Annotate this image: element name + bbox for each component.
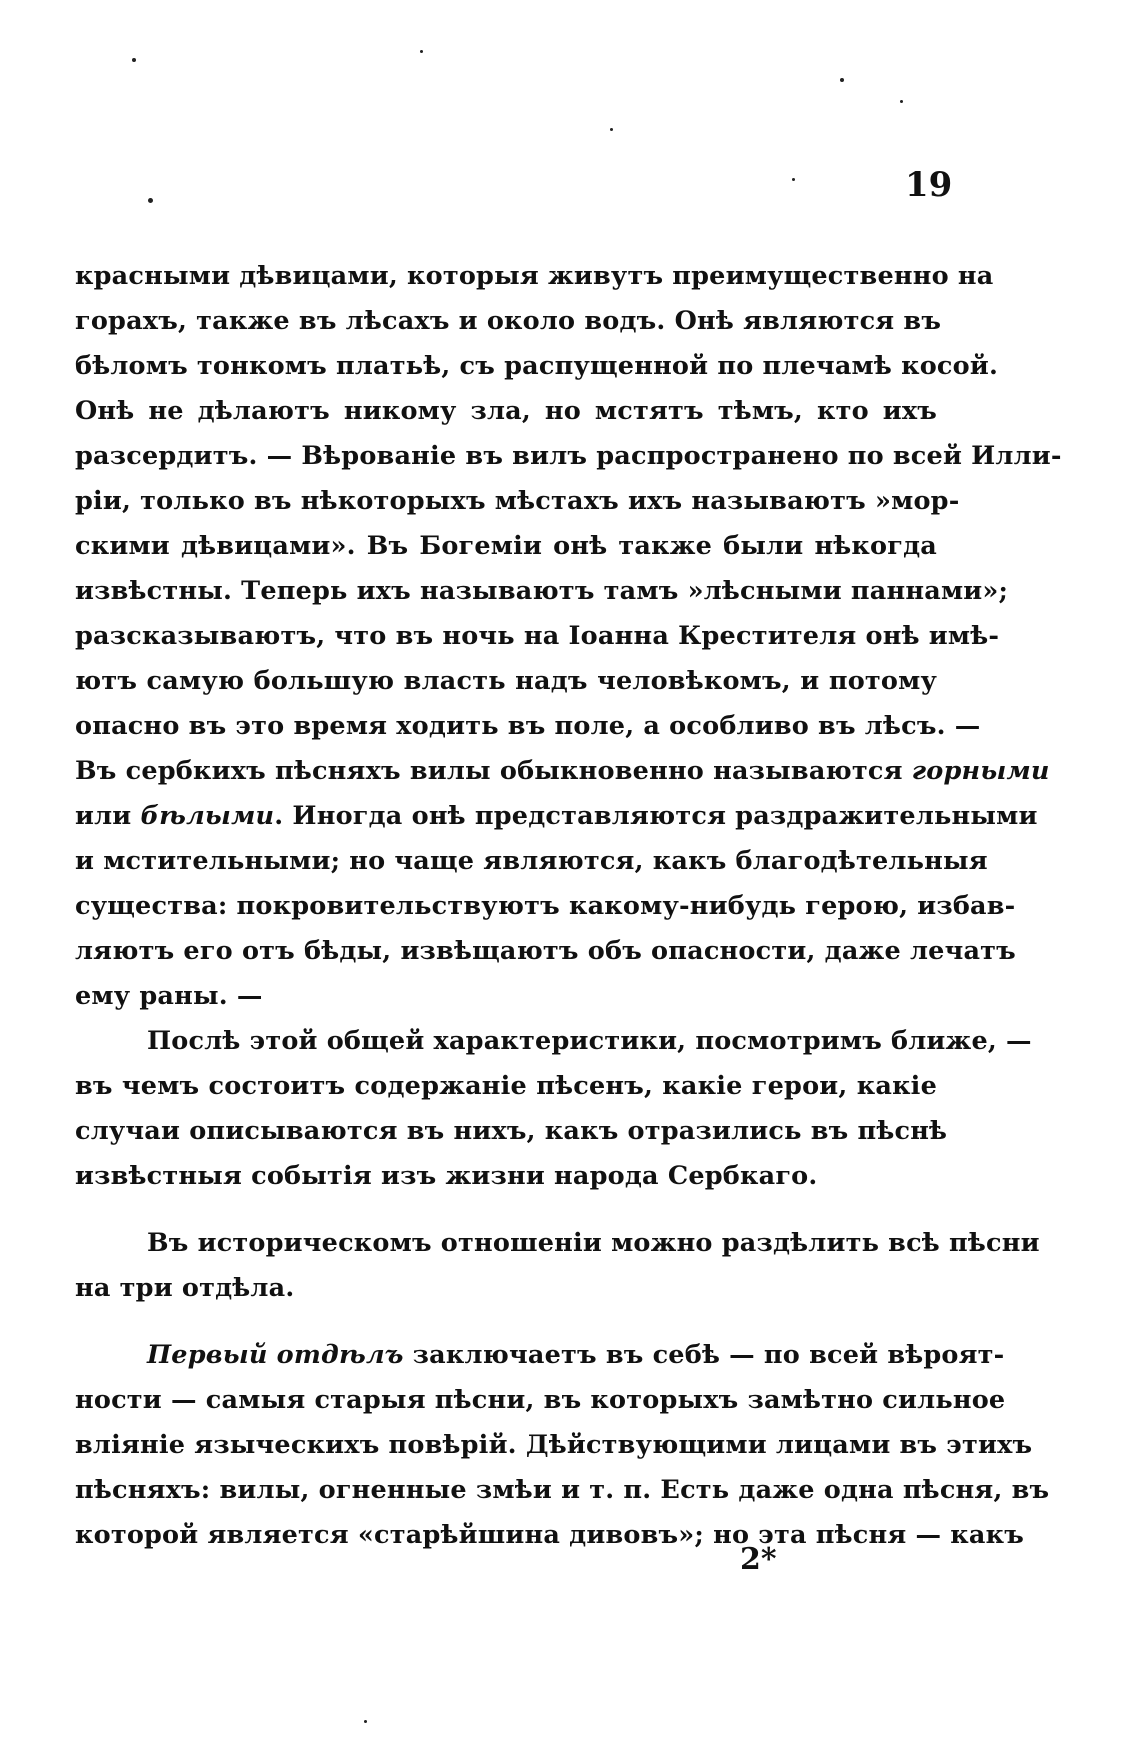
- text-line: [75, 749, 1050, 794]
- text-line: [75, 794, 1038, 839]
- text-line: существа: покровительствуютъ какому-нибудь герою, избав-: [75, 891, 1016, 921]
- text-line: и мстительными; но чаще являются, какъ благодѣтельныя: [75, 846, 988, 876]
- text-line: вліяніе языческихъ повѣрій. Дѣйствующими лицами въ этихъ: [75, 1430, 1033, 1460]
- page-number: 19: [905, 165, 953, 205]
- body-text: [75, 254, 1062, 1558]
- emphasis-text: бѣлыми: [140, 801, 275, 831]
- scan-speck: [420, 50, 423, 53]
- text-line: на три отдѣла.: [75, 1273, 295, 1303]
- text-line: [75, 1333, 1005, 1378]
- text-line: ему раны. —: [75, 981, 263, 1011]
- text-line: извѣстны. Теперь ихъ называютъ тамъ »лѣсными паннами»;: [75, 576, 1009, 606]
- text-line: ности — самыя старыя пѣсни, въ которыхъ замѣтно сильное: [75, 1385, 1006, 1415]
- text-line: горахъ, также въ лѣсахъ и около водъ. Онѣ являются въ: [75, 306, 942, 336]
- text-line: Послѣ этой общей характеристики, посмотримъ ближе, —: [147, 1026, 1032, 1056]
- text-segment: или: [75, 801, 141, 831]
- scan-speck: [840, 78, 844, 82]
- signature-mark: 2*: [740, 1542, 777, 1577]
- text-line: разсердитъ. — Вѣрованіе въ вилъ распространено по всей Илли-: [75, 441, 1062, 471]
- text-line: пѣсняхъ: вилы, огненные змѣи и т. п. Есть даже одна пѣсня, въ: [75, 1475, 1050, 1505]
- scan-speck: [792, 178, 795, 181]
- scan-speck: [900, 100, 903, 103]
- text-line: извѣстныя событія изъ жизни народа Сербкаго.: [75, 1161, 818, 1191]
- text-line: случаи описываются въ нихъ, какъ отразились въ пѣснѣ: [75, 1116, 948, 1146]
- text-segment: заключаетъ въ себѣ — по всей вѣроят-: [403, 1340, 1005, 1370]
- scan-speck: [132, 58, 136, 62]
- scan-speck: [148, 198, 153, 203]
- text-line: красными дѣвицами, которыя живутъ преимущественно на: [75, 261, 994, 291]
- emphasis-text: Первый отдѣлъ: [147, 1340, 404, 1370]
- paragraph-gap: [75, 1311, 937, 1333]
- text-line: бѣломъ тонкомъ платьѣ, съ распущенной по плечамѣ косой.: [75, 351, 999, 381]
- scan-speck: [364, 1720, 367, 1723]
- scan-speck: [610, 128, 613, 131]
- text-line: ляютъ его отъ бѣды, извѣщаютъ объ опасности, даже лечатъ: [75, 936, 1016, 966]
- text-line: которой является «старѣйшина дивовъ»; но эта пѣсня — какъ: [75, 1520, 1024, 1550]
- text-segment: . Иногда онѣ представляются раздражительными: [274, 801, 1038, 831]
- text-line: разсказываютъ, что въ ночь на Іоанна Крестителя онѣ имѣ-: [75, 621, 1000, 651]
- text-line: Въ историческомъ отношеніи можно раздѣлить всѣ пѣсни: [147, 1228, 1040, 1258]
- text-segment: Въ сербкихъ пѣсняхъ вилы обыкновенно называются: [75, 756, 912, 786]
- text-line: въ чемъ состоитъ содержаніе пѣсенъ, какіе герои, какіе: [75, 1071, 937, 1101]
- text-line: опасно въ это время ходить въ поле, а особливо въ лѣсъ. —: [75, 711, 981, 741]
- text-line: Онѣ не дѣлаютъ никому зла, но мстятъ тѣмъ, кто ихъ: [75, 396, 937, 426]
- paragraph-gap: [75, 1199, 937, 1221]
- text-line: ріи, только въ нѣкоторыхъ мѣстахъ ихъ называютъ »мор-: [75, 486, 960, 516]
- emphasis-text: горными: [911, 756, 1050, 786]
- text-line: скими дѣвицами». Въ Богеміи онѣ также были нѣкогда: [75, 531, 937, 561]
- text-line: ютъ самую большую власть надъ человѣкомъ, и потому: [75, 666, 937, 696]
